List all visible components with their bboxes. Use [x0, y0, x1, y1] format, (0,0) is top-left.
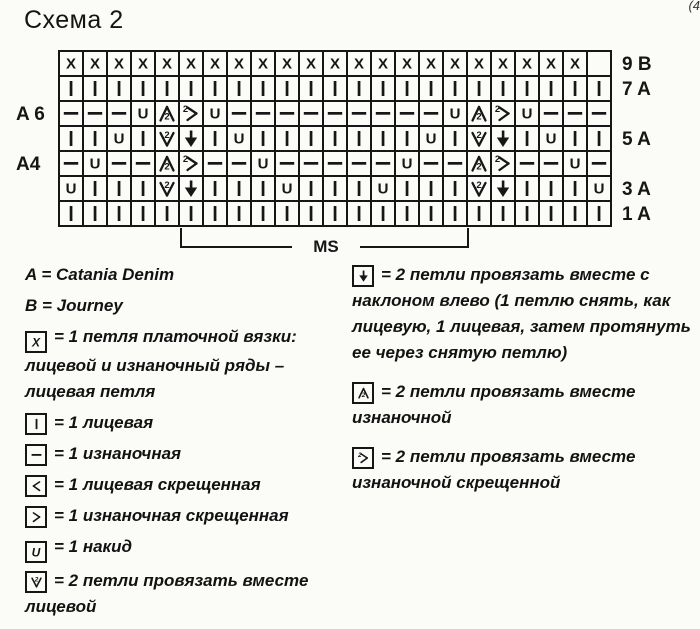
chart-cell [252, 127, 274, 150]
chart-cell [444, 202, 466, 225]
chart-cell [564, 102, 586, 125]
chart-cell [372, 152, 394, 175]
chart-cell [156, 127, 178, 150]
chart-cell [372, 77, 394, 100]
knit-garter-symbol: X [257, 55, 268, 73]
yarn-over-symbol: U [257, 155, 269, 173]
knit-garter-symbol: X [545, 55, 556, 73]
chart-cell [156, 52, 178, 75]
chart-cell [348, 202, 370, 225]
chart-cell [588, 77, 610, 100]
chart-cell [228, 52, 250, 75]
chart-cell [204, 202, 226, 225]
chart-cell [300, 102, 322, 125]
chart-cell [60, 77, 82, 100]
legend-item [25, 472, 347, 498]
yarn-over-symbol: U [233, 130, 245, 148]
chart-cell [348, 152, 370, 175]
chart-cell [468, 77, 490, 100]
chart-cell [468, 177, 490, 200]
knit-garter-symbol: X [329, 55, 340, 73]
chart-cell [252, 77, 274, 100]
chart-cell [588, 152, 610, 175]
chart-cell [324, 177, 346, 200]
chart-cell [396, 202, 418, 225]
chart-cell [156, 177, 178, 200]
chart-cell [564, 177, 586, 200]
chart-cell [84, 127, 106, 150]
legend-left-column [25, 262, 347, 625]
yarn-over-symbol: U [401, 155, 413, 173]
row-label-left: A4 [16, 153, 41, 175]
yarn-over-symbol: U [65, 180, 77, 198]
chart-cell [468, 202, 490, 225]
svg-text:2: 2 [164, 161, 170, 173]
chart-cell [300, 127, 322, 150]
row-label-right: 5 A [622, 128, 651, 150]
yarn-over-symbol: U [593, 180, 605, 198]
legend-right-column [352, 262, 698, 509]
chart-grid [58, 50, 612, 227]
legend-item [25, 503, 347, 529]
svg-text:2: 2 [476, 180, 482, 191]
legend-symbol-box [352, 447, 374, 469]
chart-cell [84, 52, 106, 75]
chart-cell [444, 127, 466, 150]
chart-cell [468, 152, 490, 175]
chart-cell [300, 77, 322, 100]
chart-cell [204, 152, 226, 175]
legend-item [25, 410, 347, 436]
chart-cell [396, 177, 418, 200]
chart-cell [492, 202, 514, 225]
legend-text: B = Journey [25, 296, 123, 315]
chart-cell [276, 152, 298, 175]
legend-text: = 1 накид [54, 537, 133, 556]
chart-cell [372, 177, 394, 200]
legend-item [25, 324, 347, 405]
chart-cell [372, 202, 394, 225]
chart-cell [396, 127, 418, 150]
chart-cell [540, 77, 562, 100]
chart-cell [180, 77, 202, 100]
chart-cell [540, 52, 562, 75]
knit-garter-symbol: X [449, 55, 460, 73]
chart-cell [180, 127, 202, 150]
yarn-over-symbol: U [449, 105, 461, 123]
legend-item [25, 441, 347, 467]
chart-cell [108, 52, 130, 75]
yarn-over-symbol: U [569, 155, 581, 173]
chart-cell [564, 202, 586, 225]
knit-garter-symbol: X [161, 55, 172, 73]
chart-cell [492, 127, 514, 150]
chart-cell [396, 102, 418, 125]
legend-item [25, 262, 347, 288]
knit-garter-symbol: X [233, 55, 244, 73]
yarn-over-symbol: U [31, 545, 41, 560]
chart-cell [492, 77, 514, 100]
chart-cell [228, 177, 250, 200]
legend-item [25, 568, 347, 620]
row-label-right: 1 A [622, 203, 651, 225]
knit-garter-symbol: X [113, 55, 124, 73]
chart-cell [132, 52, 154, 75]
yarn-over-symbol: U [209, 105, 221, 123]
chart-cell [180, 177, 202, 200]
chart-cell [276, 52, 298, 75]
legend-item [25, 534, 347, 563]
legend-symbol-box [25, 506, 47, 528]
chart-cell [276, 77, 298, 100]
legend-text: = 2 петли провязать вместе изнаночной скрещенной [352, 447, 636, 492]
yarn-over-symbol: U [89, 155, 101, 173]
chart-cell-empty [588, 52, 610, 75]
legend-item [352, 262, 698, 366]
chart-cell [204, 52, 226, 75]
yarn-over-symbol: U [281, 180, 293, 198]
chart-cell [468, 127, 490, 150]
chart-cell [540, 127, 562, 150]
chart-cell [492, 152, 514, 175]
row-label-right: 3 A [622, 178, 651, 200]
chart-cell [540, 177, 562, 200]
chart-cell [228, 202, 250, 225]
chart-cell [468, 52, 490, 75]
legend-symbol-box [25, 541, 47, 563]
chart-cell [252, 202, 274, 225]
chart-cell [540, 152, 562, 175]
chart-cell [108, 127, 130, 150]
svg-text:2: 2 [164, 180, 170, 191]
knit-garter-symbol: X [281, 55, 292, 73]
svg-text:2: 2 [361, 392, 365, 400]
chart-cell [156, 152, 178, 175]
legend-text: = 1 петля платочной вязки: лицевой и изнаночный ряды – лицевая петля [25, 327, 297, 401]
chart-cell [132, 127, 154, 150]
legend-text: = 2 петли провязать вместе с наклоном влево (1 петлю снять, как лицевую, 1 лицевая, затем протянуть ее через снятую петлю) [352, 265, 691, 362]
chart-cell [108, 202, 130, 225]
chart-cell [276, 177, 298, 200]
chart-cell [348, 52, 370, 75]
knit-garter-symbol: X [185, 55, 196, 73]
chart-cell [252, 152, 274, 175]
chart-cell [396, 152, 418, 175]
chart-cell [84, 202, 106, 225]
legend-symbol-box [25, 475, 47, 497]
chart-cell [276, 202, 298, 225]
chart-cell [252, 102, 274, 125]
chart-cell [180, 102, 202, 125]
ms-bracket-right-tick [467, 228, 469, 248]
chart-cell [60, 152, 82, 175]
chart-cell [444, 77, 466, 100]
chart-cell [516, 127, 538, 150]
svg-text:2: 2 [476, 161, 482, 173]
chart-cell [396, 77, 418, 100]
knit-garter-symbol: X [65, 55, 76, 73]
chart-cell [492, 177, 514, 200]
legend-text: = 2 петли провязать вместе изнаночной [352, 382, 636, 427]
page-title: Схема 2 [24, 6, 124, 34]
chart-cell [372, 102, 394, 125]
legend-symbol-box [25, 331, 47, 353]
chart-cell [348, 127, 370, 150]
legend-text: = 1 изнаночная [54, 444, 182, 463]
svg-text:2: 2 [164, 111, 170, 123]
knitting-chart [58, 50, 612, 227]
chart-cell [420, 152, 442, 175]
svg-text:2: 2 [357, 451, 362, 459]
chart-cell [300, 202, 322, 225]
chart-cell [132, 102, 154, 125]
chart-cell [324, 52, 346, 75]
legend-text: A = Catania Denim [25, 265, 175, 284]
yarn-over-symbol: U [113, 130, 125, 148]
chart-cell [564, 77, 586, 100]
chart-cell [420, 52, 442, 75]
chart-cell [276, 102, 298, 125]
chart-cell [348, 77, 370, 100]
chart-cell [156, 77, 178, 100]
chart-cell [228, 102, 250, 125]
chart-cell [180, 152, 202, 175]
chart-cell [444, 177, 466, 200]
yarn-over-symbol: U [425, 130, 437, 148]
svg-text:2: 2 [34, 576, 38, 584]
legend-symbol-box [25, 571, 47, 593]
chart-cell [516, 52, 538, 75]
knit-garter-symbol: X [425, 55, 436, 73]
legend-text: = 2 петли провязать вместе лицевой [25, 571, 309, 616]
chart-cell [252, 52, 274, 75]
chart-cell [444, 152, 466, 175]
chart-cell [492, 52, 514, 75]
chart-cell [516, 177, 538, 200]
legend-text: = 1 изнаночная скрещенная [54, 506, 289, 525]
corner-artifact: (4 [688, 0, 700, 13]
knit-garter-symbol: X [31, 335, 40, 350]
svg-text:2: 2 [476, 111, 482, 123]
yarn-over-symbol: U [137, 105, 149, 123]
chart-cell [540, 102, 562, 125]
chart-cell [132, 177, 154, 200]
chart-cell [204, 127, 226, 150]
chart-cell [540, 202, 562, 225]
chart-cell [420, 102, 442, 125]
chart-cell [84, 177, 106, 200]
legend-item [352, 379, 698, 431]
chart-cell [324, 102, 346, 125]
chart-cell [588, 177, 610, 200]
chart-cell [180, 202, 202, 225]
chart-cell [228, 152, 250, 175]
chart-cell [108, 77, 130, 100]
row-label-right: 9 B [622, 53, 652, 75]
yarn-over-symbol: U [521, 105, 533, 123]
knit-garter-symbol: X [353, 55, 364, 73]
svg-text:2: 2 [494, 154, 501, 165]
chart-cell [588, 102, 610, 125]
svg-text:2: 2 [476, 130, 482, 141]
chart-cell [84, 152, 106, 175]
legend-item [25, 293, 347, 319]
chart-cell [252, 177, 274, 200]
chart-cell [420, 202, 442, 225]
chart-cell [84, 102, 106, 125]
knit-garter-symbol: X [305, 55, 316, 73]
svg-text:2: 2 [164, 130, 170, 141]
chart-cell [132, 77, 154, 100]
chart-cell [300, 52, 322, 75]
chart-cell [516, 152, 538, 175]
chart-cell [444, 102, 466, 125]
chart-cell [588, 127, 610, 150]
chart-cell [492, 102, 514, 125]
chart-cell [300, 177, 322, 200]
legend-item [352, 444, 698, 496]
chart-cell [564, 127, 586, 150]
chart-cell [228, 127, 250, 150]
legend-symbol-box [352, 382, 374, 404]
knit-garter-symbol: X [569, 55, 580, 73]
knit-garter-symbol: X [401, 55, 412, 73]
legend-text: = 1 лицевая скрещенная [54, 475, 261, 494]
yarn-over-symbol: U [377, 180, 389, 198]
ms-bracket-left-tick [180, 228, 182, 248]
chart-cell [588, 202, 610, 225]
chart-cell [204, 77, 226, 100]
chart-cell [60, 127, 82, 150]
ms-label: MS [292, 237, 360, 257]
chart-cell [300, 152, 322, 175]
chart-cell [204, 177, 226, 200]
chart-cell [276, 127, 298, 150]
chart-cell [420, 77, 442, 100]
chart-cell [324, 127, 346, 150]
chart-cell [60, 102, 82, 125]
svg-text:2: 2 [494, 104, 501, 115]
chart-cell [564, 52, 586, 75]
chart-cell [348, 102, 370, 125]
knit-garter-symbol: X [377, 55, 388, 73]
chart-cell [156, 202, 178, 225]
chart-cell [84, 77, 106, 100]
chart-cell [396, 52, 418, 75]
chart-cell [324, 77, 346, 100]
knit-garter-symbol: X [497, 55, 508, 73]
yarn-over-symbol: U [545, 130, 557, 148]
chart-cell [348, 177, 370, 200]
chart-cell [516, 77, 538, 100]
chart-cell [132, 202, 154, 225]
chart-cell [468, 102, 490, 125]
chart-cell [204, 102, 226, 125]
chart-cell [372, 52, 394, 75]
chart-cell [564, 152, 586, 175]
chart-cell [444, 52, 466, 75]
chart-cell [156, 102, 178, 125]
chart-cell [60, 52, 82, 75]
chart-cell [108, 177, 130, 200]
chart-cell [516, 102, 538, 125]
chart-cell [324, 152, 346, 175]
knit-garter-symbol: X [137, 55, 148, 73]
svg-text:2: 2 [182, 104, 189, 115]
knit-garter-symbol: X [209, 55, 220, 73]
knit-garter-symbol: X [89, 55, 100, 73]
chart-cell [324, 202, 346, 225]
chart-cell [516, 202, 538, 225]
row-label-left: A 6 [16, 103, 45, 125]
legend-text: = 1 лицевая [54, 413, 154, 432]
legend-symbol-box [352, 265, 374, 287]
chart-cell [60, 177, 82, 200]
chart-cell [108, 152, 130, 175]
chart-cell [420, 177, 442, 200]
chart-cell [108, 102, 130, 125]
chart-cell [228, 77, 250, 100]
chart-cell [372, 127, 394, 150]
row-label-right: 7 A [622, 78, 651, 100]
legend-symbol-box [25, 413, 47, 435]
chart-cell [60, 202, 82, 225]
knit-garter-symbol: X [521, 55, 532, 73]
legend-symbol-box [25, 444, 47, 466]
chart-cell [420, 127, 442, 150]
chart-cell [180, 52, 202, 75]
knit-garter-symbol: X [473, 55, 484, 73]
chart-cell [132, 152, 154, 175]
svg-text:2: 2 [182, 154, 189, 165]
